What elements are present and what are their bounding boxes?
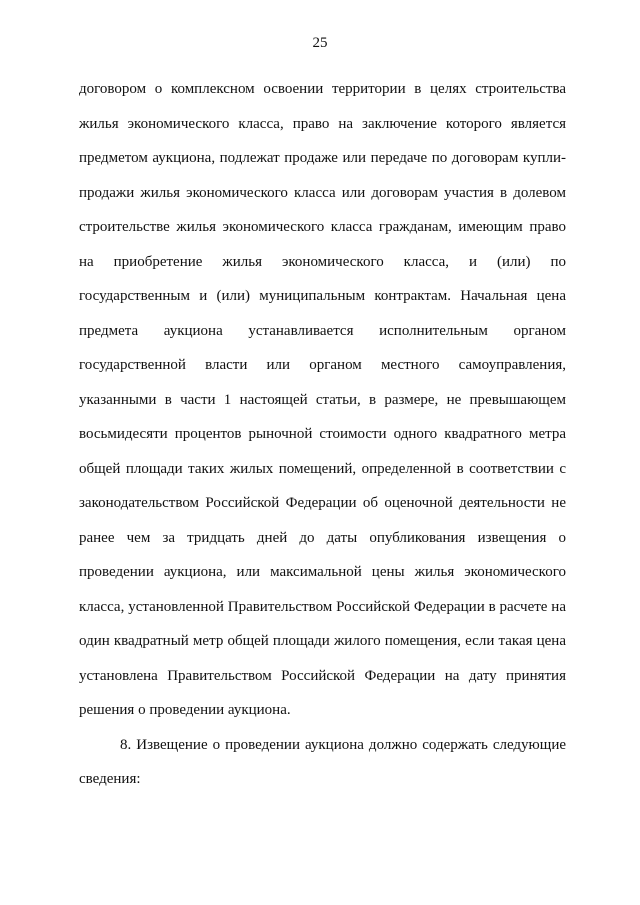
paragraph-continuation: договором о комплексном освоении территории в целях строительства жилья экономического класса, право на заключение которого является предметом аукциона, подлежат продаже или передаче по договорам купли-продажи жилья экономического класса или договорам участия в долевом строительстве жилья экономического класса гражданам, имеющим право на приобретение жилья экономического класса, и (или) по государственным и (или) муниципальным контрактам. Начальная цена предмета аукциона устанавливается исполнительным органом государственной власти или органом местного самоуправления, указанными в части 1 настоящей статьи, в размере, не превышающем восьмидесяти процентов рыночной стоимости одного квадратного метра общей площади таких жилых помещений, определенной в соответствии с законодательством Российской Федерации об оценочной деятельности не ранее чем за тридцать дней до даты опубликования извещения о проведении аукциона, или максимальной цены жилья экономического класса, установленной Правительством Российской Федерации в расчете на один квадратный метр общей площади жилого помещения, если такая цена установлена Правительством Российской Федерации на дату принятия решения о проведении аукциона. — [79, 81, 566, 718]
document-body — [79, 72, 566, 797]
page-number: 25 — [312, 35, 328, 51]
paragraph-item-8: 8. Извещение о проведении аукциона должно содержать следующие сведения: — [79, 736, 566, 787]
